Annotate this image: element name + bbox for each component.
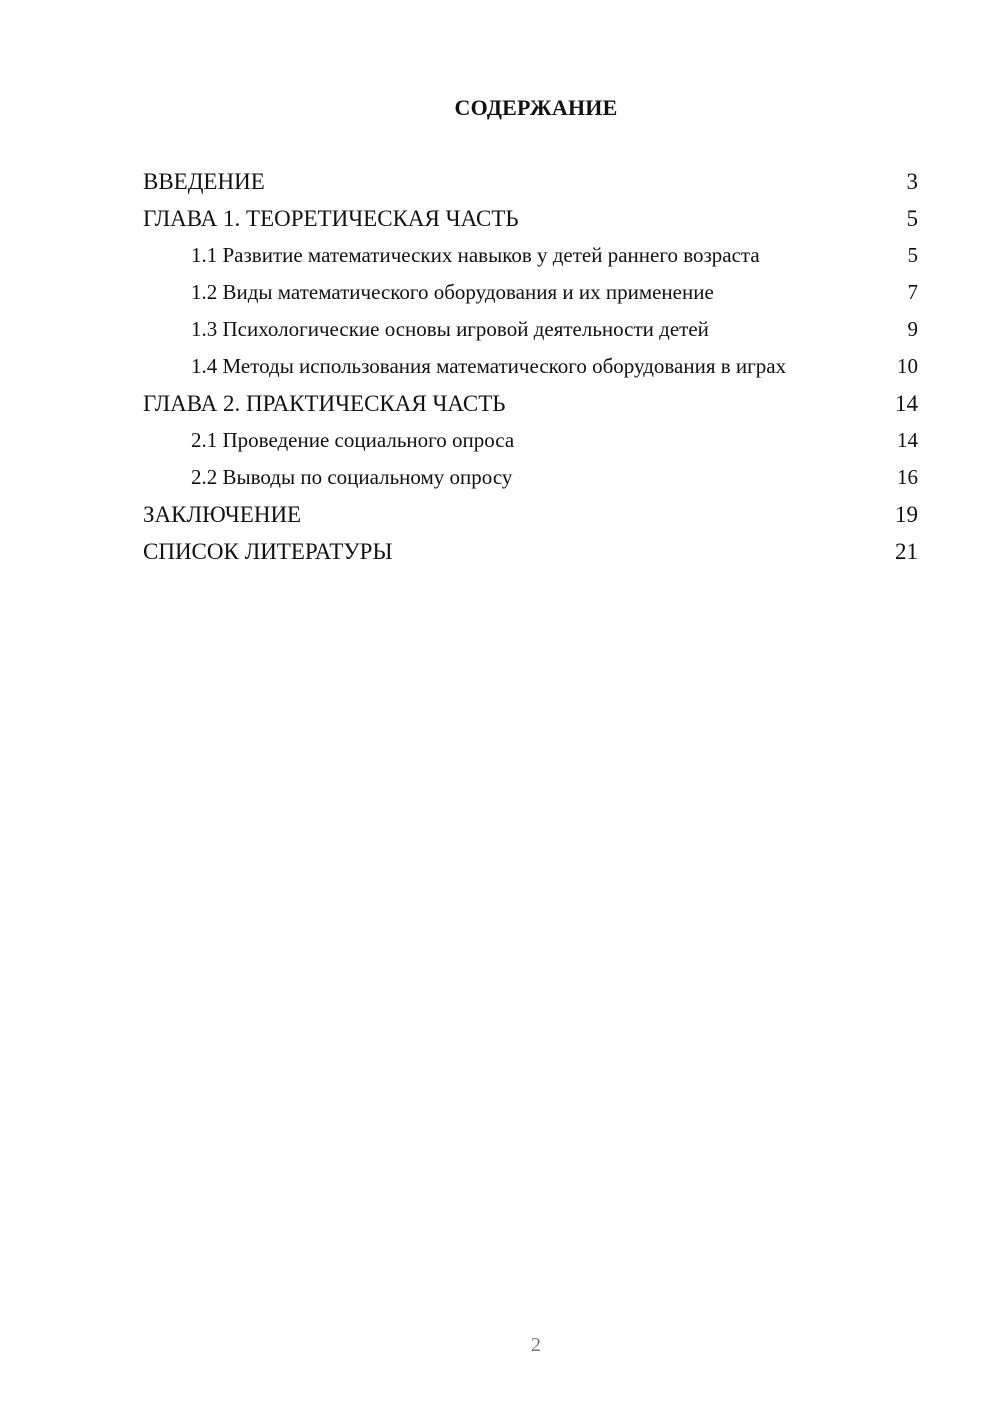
toc-entry-section-2-2[interactable] <box>143 464 918 491</box>
toc-entry-label: ГЛАВА 1. ТЕОРЕТИЧЕСКАЯ ЧАСТЬ <box>143 206 519 231</box>
toc-entry-label: ГЛАВА 2. ПРАКТИЧЕСКАЯ ЧАСТЬ <box>143 391 506 416</box>
toc-entry-label: 1.2 Виды математического оборудования и их применение <box>191 280 714 304</box>
toc-entry-page: 10 <box>897 354 918 378</box>
toc-entry-chapter-2[interactable] <box>143 390 918 418</box>
toc-entry-label: 1.3 Психологические основы игровой деятельности детей <box>191 317 709 341</box>
toc-entry-page: 5 <box>907 243 918 267</box>
toc-entry-label: 1.1 Развитие математических навыков у детей раннего возраста <box>191 243 760 267</box>
toc-entry-introduction[interactable] <box>143 168 918 196</box>
toc-entry-label: СПИСОК ЛИТЕРАТУРЫ <box>143 539 393 564</box>
toc-entry-page: 7 <box>907 280 918 304</box>
toc-entry-section-1-2[interactable] <box>143 279 918 306</box>
toc-entry-page: 16 <box>897 465 918 489</box>
toc-entry-page: 3 <box>906 169 918 194</box>
toc-entry-page: 5 <box>906 206 918 231</box>
toc-entry-label: 1.4 Методы использования математического оборудования в играх <box>191 354 787 378</box>
toc-entry-page: 21 <box>895 539 918 564</box>
toc-entry-conclusion[interactable] <box>143 501 918 529</box>
toc-entry-label: ВВЕДЕНИЕ <box>143 169 265 194</box>
toc-entry-page: 9 <box>907 317 918 341</box>
toc-entry-section-1-4[interactable] <box>143 353 918 380</box>
toc-entry-section-1-3[interactable] <box>143 316 918 343</box>
toc-entry-label: 2.2 Выводы по социальному опросу <box>191 465 513 489</box>
toc-entry-section-1-1[interactable] <box>143 242 918 269</box>
toc-entry-page: 14 <box>895 391 918 416</box>
toc-entry-label: ЗАКЛЮЧЕНИЕ <box>143 502 302 527</box>
toc-entry-chapter-1[interactable] <box>143 205 918 233</box>
page-title: СОДЕРЖАНИЕ <box>454 95 618 120</box>
table-of-contents <box>143 168 918 575</box>
toc-entry-label: 2.1 Проведение социального опроса <box>191 428 515 452</box>
page-number: 2 <box>531 1334 541 1356</box>
toc-entry-page: 19 <box>895 502 918 527</box>
toc-entry-bibliography[interactable] <box>143 538 918 566</box>
toc-entry-section-2-1[interactable] <box>143 427 918 454</box>
toc-entry-page: 14 <box>897 428 918 452</box>
